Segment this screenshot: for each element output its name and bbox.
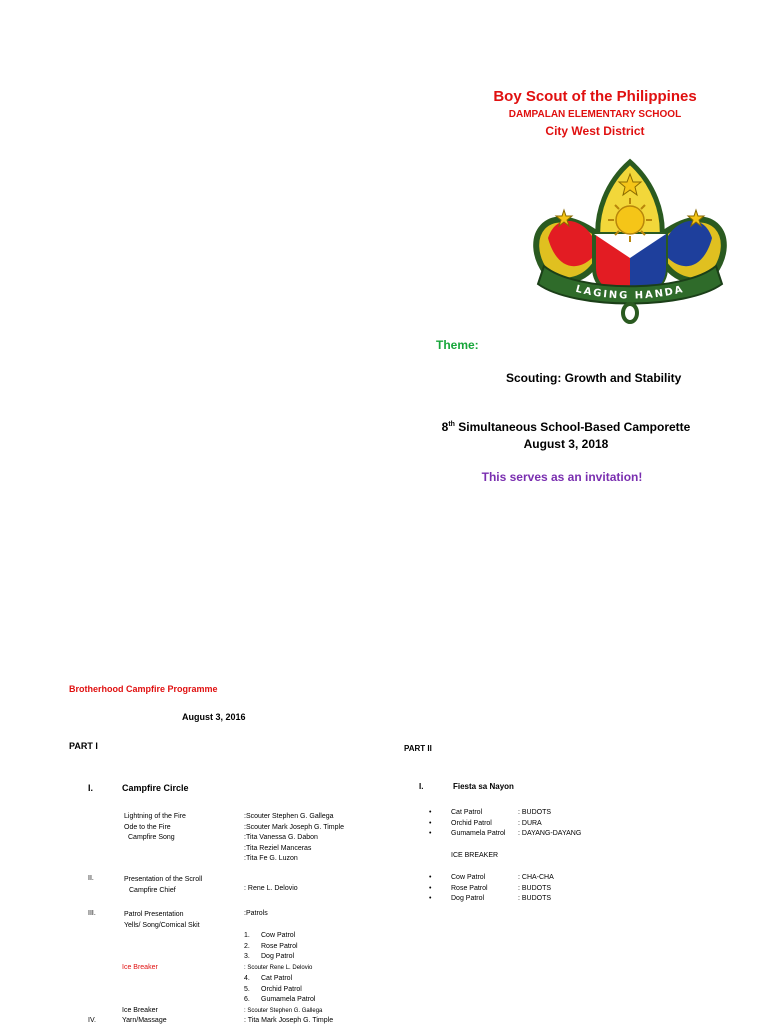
part1-s1-num: I. [88,783,94,793]
s3-line2: Yells/ Song/Comical Skit [124,921,200,929]
s3-line1: Patrol Presentation [124,911,184,918]
part2-group1 [451,808,581,840]
part2-s1-num: I. [419,782,424,791]
invitation-note: This serves as an invitation! [481,470,643,484]
part1-s4-label: Yarn/Massage [122,1017,167,1024]
school-name: DAMPALAN ELEMENTARY SCHOOL [508,109,682,120]
list-item: 5. Orchid Patrol [244,985,302,993]
theme-label: Theme: [436,338,479,352]
icebreaker1-label: Ice Breaker [122,964,158,971]
part2-group2 [451,873,554,905]
campfire-circle-values [244,812,344,865]
event-ordinal: 8 [441,420,449,434]
theme-text: Scouting: Growth and Stability [506,371,682,385]
part2-s1-title: Fiesta sa Nayon [453,782,514,791]
list-item: • Cat Patrol : BUDOTS [451,808,581,819]
part1-s1-title: Campfire Circle [122,783,189,793]
s2-line1: Presentation of the Scroll [124,876,203,883]
list-item-value: :Tita Reziel Manceras [244,844,312,852]
s2-line2: Campfire Chief [129,886,176,894]
event-title-text: Simultaneous School-Based Camporette [458,420,691,434]
list-item-label: Lightning of the Fire [124,813,186,820]
scout-fleur-de-lis-icon [526,158,734,328]
list-item: • Gumamela Patrol : DAYANG-DAYANG [451,829,581,840]
part1-s3-text [124,910,200,931]
list-item-label: Ode to the Fire [124,823,171,831]
part1-s3-value: :Patrols [244,910,268,917]
list-item: 2. Rose Patrol [244,942,298,950]
list-item-label: Campfire Song [128,834,175,841]
event-date: August 3, 2018 [523,437,609,451]
part1-label: PART I [69,741,98,751]
list-item: • Dog Patrol : BUDOTS [451,894,554,905]
event-title [430,420,702,434]
part1-s4-value: : Tita Mark Joseph G. Timple [244,1017,334,1024]
list-item-value: :Scouter Stephen G. Gallega [244,813,334,820]
part2-icebreaker: ICE BREAKER [451,852,499,859]
part1-s2-value: : Rene L. Delovio [244,885,298,892]
list-item-value: :Tita Vanessa G. Dabon [244,834,318,841]
scout-logo [526,158,734,328]
list-item-value: :Tita Fe G. Luzon [244,855,298,862]
event-ordinal-suffix: th [448,421,455,428]
patrol-list-b [244,974,315,1006]
icebreaker2-value: : Scouter Stephen G. Gallega [244,1008,323,1014]
programme-title: Brotherhood Campfire Programme [69,684,218,694]
part1-s4-num: IV. [88,1017,96,1024]
list-item: • Rose Patrol : BUDOTS [451,884,554,895]
district-name: City West District [545,124,645,138]
list-item: 3. Dog Patrol [244,953,295,960]
list-item: • Cow Patrol : CHA-CHA [451,873,554,884]
list-item: 4. Cat Patrol [244,975,293,982]
list-item: 1. Cow Patrol [244,932,296,939]
list-item: • Orchid Patrol : DURA [451,819,581,830]
list-item: 6. Gumamela Patrol [244,996,316,1003]
part2-label: PART II [404,744,432,753]
campfire-circle-labels [124,812,186,844]
list-item-value: :Scouter Mark Joseph G. Timple [244,823,344,831]
part1-s3-num: III. [88,910,96,917]
part1-s2-text [124,875,202,896]
part1-s2-num: II. [88,875,94,882]
org-title: Boy Scout of the Philippines [493,88,697,105]
programme-date: August 3, 2016 [182,712,246,722]
icebreaker2-label: Ice Breaker [122,1007,158,1014]
icebreaker1-value: : Scouter Rene L. Delovio [244,965,313,971]
logo-banner-text: LAGING HANDA [574,283,686,302]
patrol-list-a [244,931,298,963]
